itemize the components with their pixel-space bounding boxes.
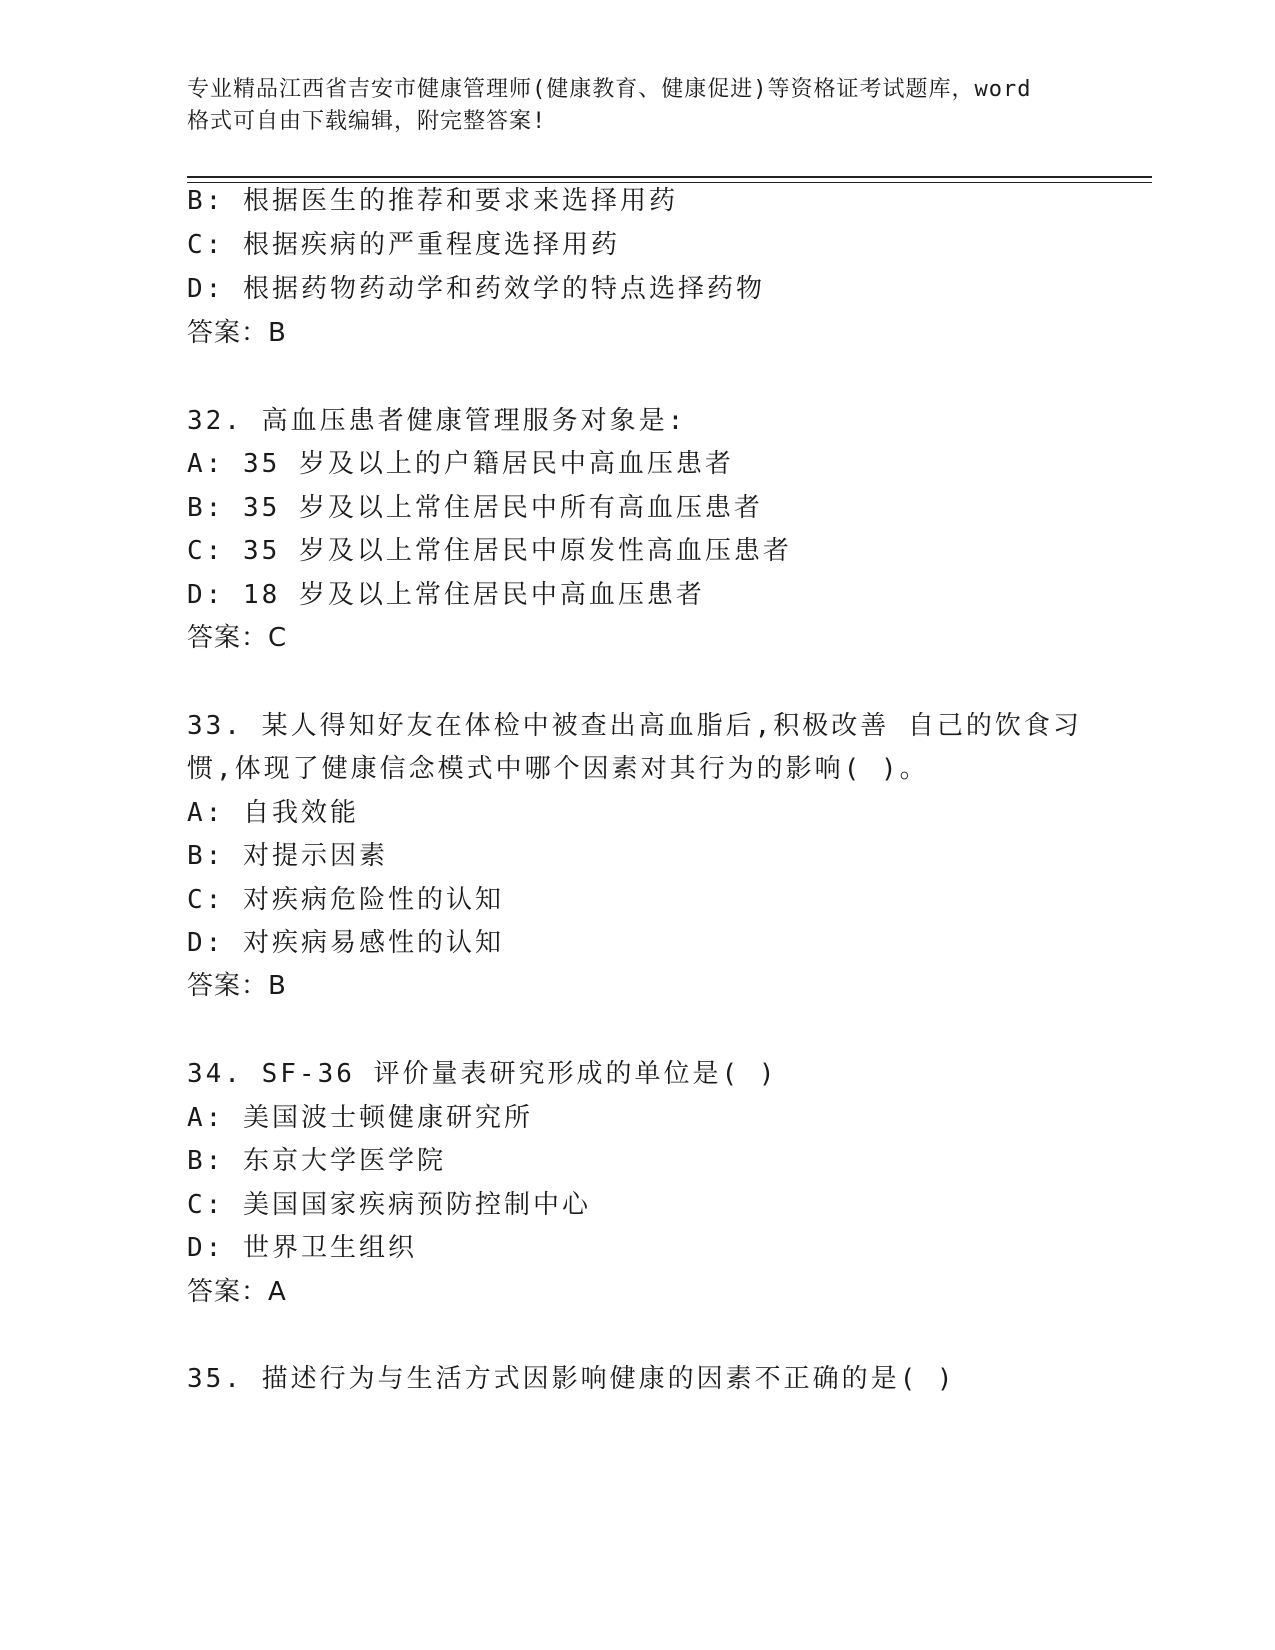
q31-option-d: D: 根据药物药动学和药效学的特点选择药物 (187, 274, 765, 304)
q31-answer: 答案：B (187, 318, 287, 348)
q31-option-c: C: 根据疾病的严重程度选择用药 (187, 230, 620, 260)
q32-option-b: B: 35 岁及以上常住居民中所有高血压患者 (187, 493, 763, 523)
q34-answer: 答案：A (187, 1277, 287, 1307)
q32-option-c: C: 35 岁及以上常住居民中原发性高血压患者 (187, 536, 792, 566)
q34-option-d: D: 世界卫生组织 (187, 1233, 417, 1263)
q32-option-a: A: 35 岁及以上的户籍居民中高血压患者 (187, 449, 734, 479)
q33-option-c: C: 对疾病危险性的认知 (187, 885, 504, 915)
q33-answer: 答案：B (187, 971, 287, 1001)
q33-option-d: D: 对疾病易感性的认知 (187, 928, 504, 958)
header-divider-thick (187, 176, 1152, 178)
q34-option-c: C: 美国国家疾病预防控制中心 (187, 1190, 591, 1220)
header-divider-thin (187, 182, 1152, 183)
q34-stem: 34. SF-36 评价量表研究形成的单位是( ) (187, 1059, 778, 1089)
q32-answer: 答案：C (187, 623, 288, 653)
q33-stem-line-2: 惯,体现了健康信念模式中哪个因素对其行为的影响( )。 (187, 754, 929, 784)
header-line-1: 专业精品江西省吉安市健康管理师(健康教育、健康促进)等资格证考试题库，word (187, 77, 1032, 102)
q33-option-a: A: 自我效能 (187, 798, 359, 828)
q34-option-a: A: 美国波士顿健康研究所 (187, 1103, 533, 1133)
q32-stem: 32. 高血压患者健康管理服务对象是: (187, 406, 687, 436)
q31-option-b: B: 根据医生的推荐和要求来选择用药 (187, 186, 678, 216)
document-header (187, 74, 1087, 138)
q34-option-b: B: 东京大学医学院 (187, 1146, 446, 1176)
q33-stem-line-1: 33. 某人得知好友在体检中被查出高血脂后,积极改善 自己的饮食习 (187, 711, 1082, 741)
header-line-2: 格式可自由下载编辑，附完整答案! (187, 109, 547, 134)
q33-option-b: B: 对提示因素 (187, 841, 388, 871)
q32-option-d: D: 18 岁及以上常住居民中高血压患者 (187, 580, 705, 610)
q35-stem: 35. 描述行为与生活方式因影响健康的因素不正确的是( ) (187, 1364, 956, 1394)
